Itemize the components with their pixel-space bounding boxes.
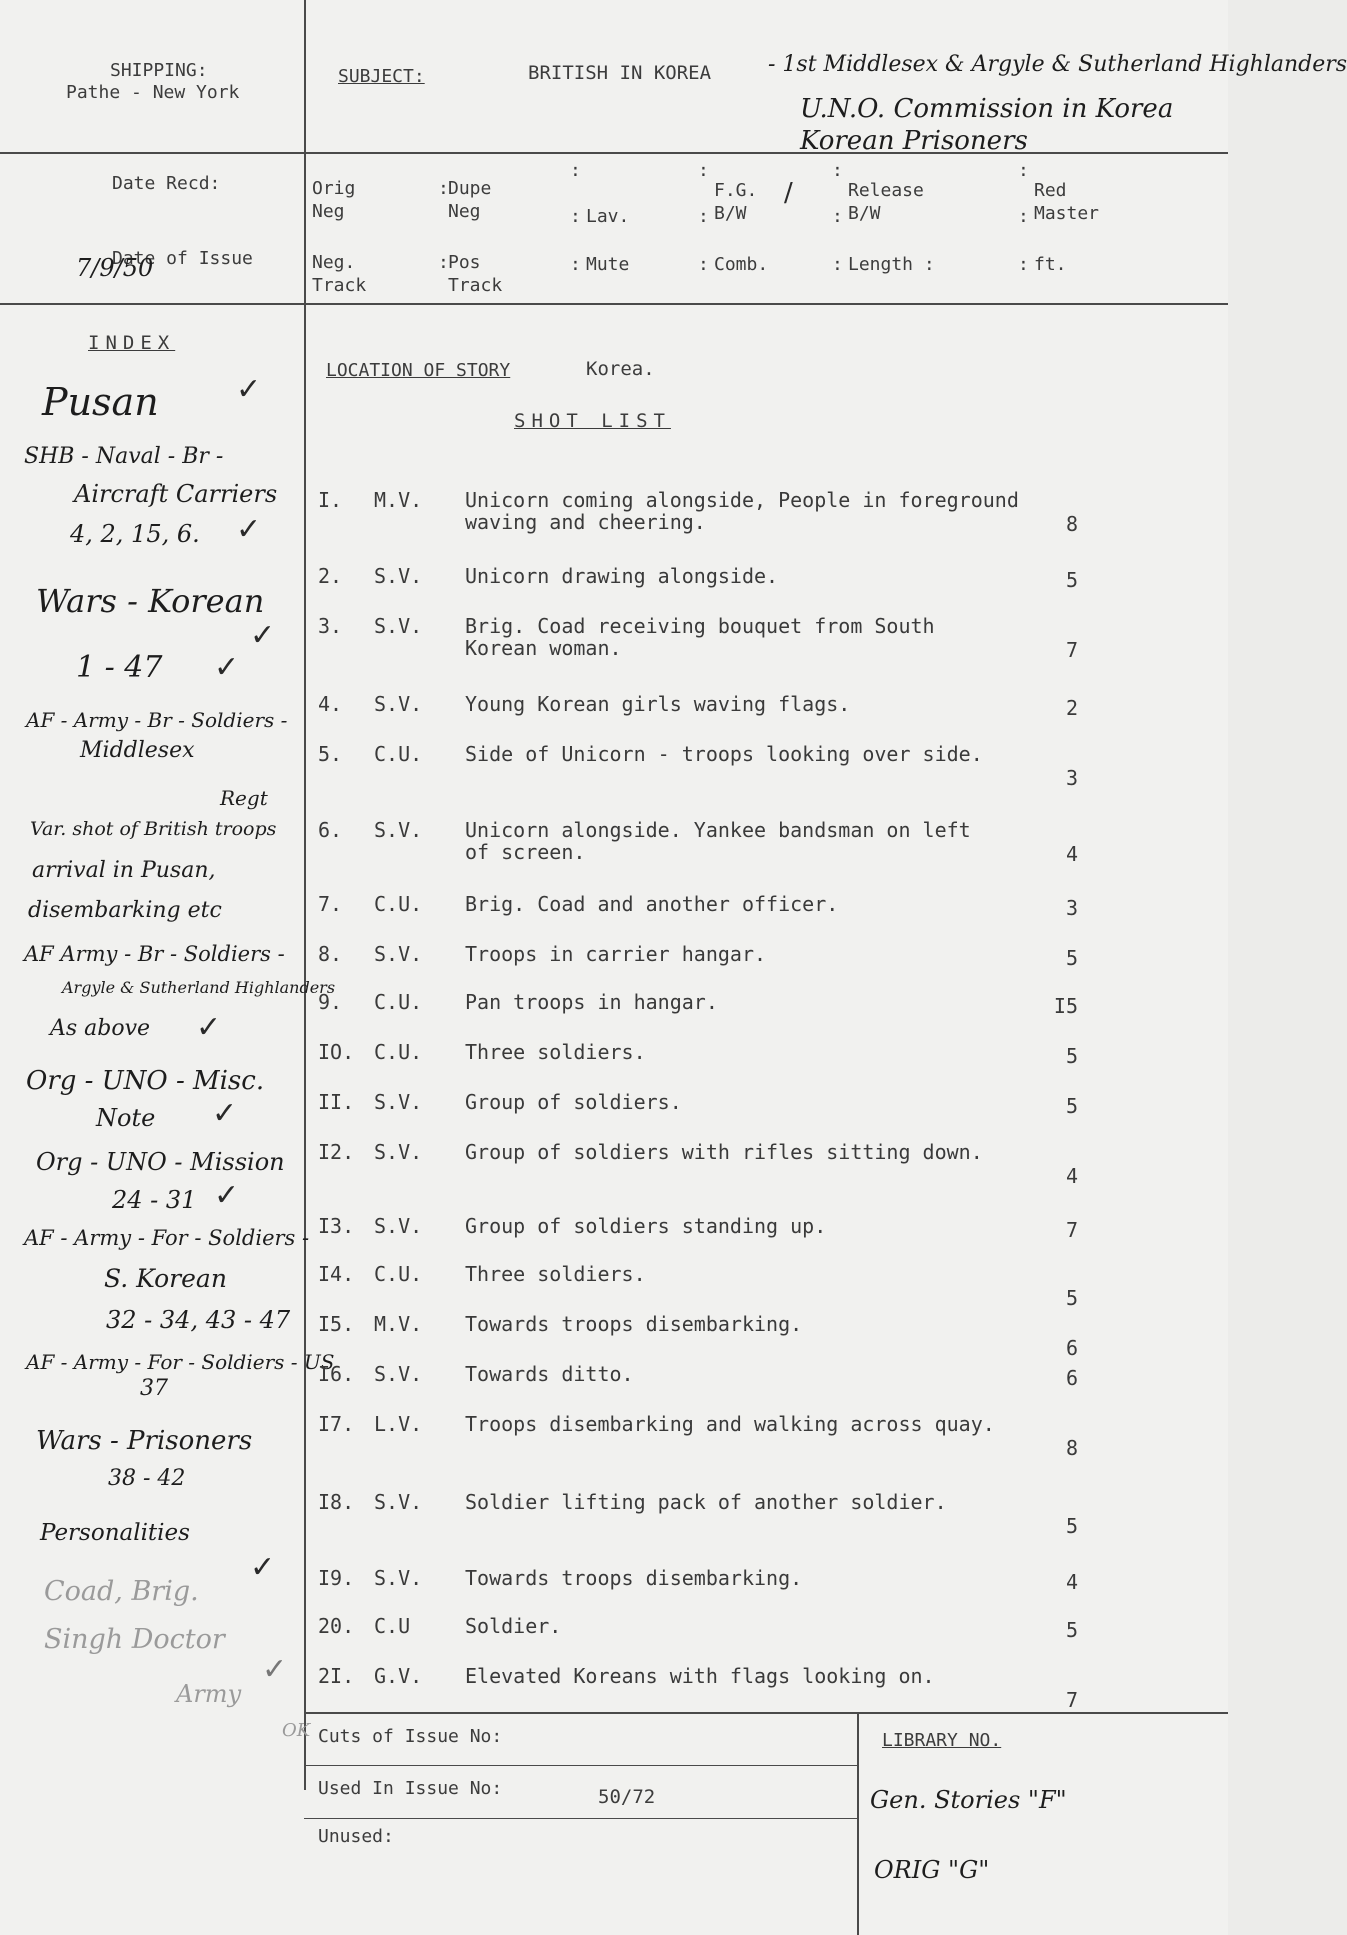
- neg-track-label-2: Track: [312, 275, 367, 296]
- shot-length: I5: [1053, 994, 1078, 1018]
- shot-length: 5: [1065, 1044, 1078, 1068]
- index-entry: Var. shot of British troops: [30, 818, 277, 840]
- shot-number: I8.: [318, 1490, 355, 1514]
- shot-length: 5: [1065, 1618, 1078, 1642]
- red-label: Red: [1034, 180, 1067, 201]
- shot-description: Young Korean girls waving flags.: [465, 692, 851, 716]
- shot-number: I5.: [318, 1312, 355, 1336]
- shot-type: S.V.: [374, 1566, 423, 1590]
- index-entry: 4, 2, 15, 6.: [70, 520, 200, 548]
- footer-top-rule: [304, 1712, 1228, 1714]
- index-entry-pencil: Coad, Brig.: [44, 1576, 199, 1607]
- subject-handwritten-units: - 1st Middlesex & Argyle & Sutherland Highlanders: [768, 52, 1347, 77]
- shot-number: II.: [318, 1090, 355, 1114]
- shot-number: IO.: [318, 1040, 355, 1064]
- shot-row: [0, 1312, 1228, 1360]
- shot-row: [0, 614, 1228, 662]
- shot-number: I3.: [318, 1214, 355, 1238]
- index-entry: AF Army - Br - Soldiers -: [24, 942, 285, 966]
- shot-row: [0, 564, 1228, 612]
- checkmark-icon: ✓: [236, 372, 262, 407]
- shot-length: 7: [1065, 638, 1078, 662]
- index-entry: 37: [140, 1376, 168, 1401]
- shot-row: [0, 892, 1228, 940]
- ft-label: ft.: [1034, 254, 1067, 275]
- index-entry: 32 - 34, 43 - 47: [106, 1306, 291, 1334]
- index-entry: AF - Army - For - Soldiers - US: [26, 1350, 335, 1374]
- used-in-issue-label: Used In Issue No:: [318, 1778, 503, 1799]
- index-entry: 24 - 31: [112, 1186, 197, 1214]
- checkmark-icon: ✓: [250, 618, 276, 653]
- shot-row: [0, 1664, 1228, 1712]
- shot-row: [0, 1140, 1228, 1188]
- shot-number: I7.: [318, 1412, 355, 1436]
- shot-number: 3.: [318, 614, 343, 638]
- shot-number: 8.: [318, 942, 343, 966]
- shot-length: 8: [1065, 512, 1078, 536]
- shot-number: 2.: [318, 564, 343, 588]
- shot-row: [0, 1566, 1228, 1614]
- index-entry: AF - Army - For - Soldiers -: [24, 1226, 310, 1250]
- index-entry: Org - UNO - Misc.: [26, 1066, 265, 1096]
- shot-number: 2I.: [318, 1664, 355, 1688]
- shot-description: Elevated Koreans with flags looking on.: [465, 1664, 935, 1688]
- dupe-neg-label: Neg: [448, 201, 481, 222]
- subject-title: BRITISH IN KOREA: [528, 62, 712, 84]
- shot-number: I6.: [318, 1362, 355, 1386]
- index-entry: Org - UNO - Mission: [36, 1148, 285, 1176]
- shot-number: 5.: [318, 742, 343, 766]
- length-label: Length :: [848, 254, 935, 275]
- shot-type: L.V.: [374, 1412, 423, 1436]
- shot-length: 4: [1065, 1164, 1078, 1188]
- subject-handwritten-commission: U.N.O. Commission in Korea: [800, 94, 1174, 124]
- checkmark-icon: ✓: [214, 1178, 240, 1213]
- comb-label: Comb.: [714, 254, 769, 275]
- document-page: SHIPPING: Pathe - New York SUBJECT: BRITISH IN KOREA - 1st Middlesex & Argyle & Sutherland Highlanders U.N.O. Commission in Korea Korean Prisoners Date Recd: Orig Neg Dupe Neg Lav. F.G. B/W / Release B/W Red Master Date of Issue 7/9/50 Neg. Track Pos Track Mute Comb. Length : ft. : : : : : : : : : : : : : : INDEX Pusan ✓ SHB - Naval - Br - Aircraft Carriers 4, 2, 15, 6. ✓ Wars - Korean ✓ 1 - 47 ✓ AF - Army - Br - Soldiers - Middlesex Regt Var. shot of British troops arrival in Pusan, disembarking etc AF Army - Br - Soldiers - Argyle & Sutherland Highlanders As above ✓ Org - UNO - Misc. Note ✓ Org - UNO - Mission 24 - 31 ✓ AF - Army - For - Soldiers - S. Korean 32 - 34, 43 - 47 AF - Army - For - Soldiers - US 37 Wars - Prisoners 38 - 42 Personalities ✓ Coad, Brig. Singh Doctor ✓ Army OK LOCATION OF STORY Korea. SHOT LIST I. M.V. Unicorn coming alongside, People in foreground waving and cheering. 8 2. S.V. Unicorn drawing alongside. 5 3. S.V. Brig. Coad receiving bouquet from South Korean woman. 7 4. S.V. Young Korean girls waving flags. 2 5. C.U. Side of Unicorn - troops looking over side. 3 6. S.V. Unicorn alongside. Yankee bandsman on left of screen. 4 7. C.U. Brig. Coad and another officer. 3 8. S.V. Troops in carrier hangar. 5 9. C.U. Pan troops in hangar. I5 IO. C.U. Three soldiers. 5 II. S.V. Group of soldiers. 5 I2. S.V. Group of soldiers with rifles sitting down. 4 I3. S.V. Group of soldiers standing up. 7 I4. C.U. Three soldiers. 5 I5. M.V. Towards troops disembarking. 6 I6. S.V. Towards ditto. 6 I7. L.V. Troops disembarking and walking across quay. 8 I8. S.V. Soldier lifting pack of another soldier. 5 I9. S.V. Towards troops disembarking. 4 20. C.U Soldier. 5 2I. G.V. Elevated Koreans with flags looking on. 7 Cuts of Issue No: Used In Issue No: 50/72 Unused: LIBRARY NO. Gen. Stories "F" ORIG "G": [0, 0, 1228, 1935]
- shot-type: S.V.: [374, 1214, 423, 1238]
- shot-row: [0, 1262, 1228, 1310]
- shot-description: Group of soldiers.: [465, 1090, 682, 1114]
- index-entry: disembarking etc: [28, 898, 222, 923]
- pos-label: Pos: [448, 252, 481, 273]
- library-no-handwritten-1: Gen. Stories "F": [870, 1786, 1067, 1814]
- shot-type: G.V.: [374, 1664, 423, 1688]
- shot-length: 4: [1065, 1570, 1078, 1594]
- shot-number: 9.: [318, 990, 343, 1014]
- checkmark-icon: ✓: [262, 1652, 288, 1687]
- shot-type: S.V.: [374, 1490, 423, 1514]
- header-rule-1: [0, 152, 1228, 154]
- shot-row: [0, 1362, 1228, 1410]
- shot-description: Group of soldiers standing up.: [465, 1214, 827, 1238]
- library-no-handwritten-2: ORIG "G": [874, 1856, 990, 1884]
- shot-description: Unicorn alongside. Yankee bandsman on left: [465, 818, 971, 842]
- shot-number: I.: [318, 488, 343, 512]
- index-entry: Wars - Korean: [36, 582, 265, 620]
- shot-length: 5: [1065, 1094, 1078, 1118]
- shot-description: Soldier lifting pack of another soldier.: [465, 1490, 947, 1514]
- dupe-label: Dupe: [448, 178, 492, 199]
- shot-number: 6.: [318, 818, 343, 842]
- shot-number: I4.: [318, 1262, 355, 1286]
- shot-row: [0, 1214, 1228, 1262]
- index-entry: 38 - 42: [108, 1466, 186, 1491]
- shot-description-cont: waving and cheering.: [465, 510, 706, 534]
- shot-type: S.V.: [374, 1090, 423, 1114]
- shot-length: 3: [1065, 896, 1078, 920]
- shot-row: [0, 990, 1228, 1038]
- checkmark-icon: ✓: [214, 650, 240, 685]
- index-entry: Middlesex: [80, 738, 195, 763]
- shot-type: C.U.: [374, 1262, 423, 1286]
- shot-row: [0, 488, 1228, 536]
- shot-type: S.V.: [374, 1362, 423, 1386]
- shot-description: Towards troops disembarking.: [465, 1566, 803, 1590]
- fg-bw-label: B/W: [714, 203, 747, 224]
- location-value: Korea.: [586, 358, 655, 380]
- shot-list-title: SHOT LIST: [514, 410, 671, 432]
- shot-length: 6: [1065, 1366, 1078, 1390]
- shot-type: C.U.: [374, 892, 423, 916]
- index-entry: Personalities: [40, 1520, 190, 1546]
- shot-row: [0, 1090, 1228, 1138]
- shot-description: Troops disembarking and walking across quay.: [465, 1412, 995, 1436]
- orig-label: Orig: [312, 178, 356, 199]
- shot-type: C.U.: [374, 990, 423, 1014]
- subject-handwritten-prisoners: Korean Prisoners: [800, 126, 1028, 156]
- shot-row: [0, 692, 1228, 740]
- unused-label: Unused:: [318, 1826, 394, 1847]
- header-rule-2: [0, 303, 1228, 305]
- shot-length: 5: [1065, 946, 1078, 970]
- master-label: Master: [1034, 203, 1100, 224]
- library-no-label: LIBRARY NO.: [882, 1730, 1002, 1751]
- neg-label: Neg: [312, 201, 345, 222]
- footer-divider: [857, 1712, 859, 1935]
- shot-number: I9.: [318, 1566, 355, 1590]
- shot-type: M.V.: [374, 1312, 423, 1336]
- shot-description: Soldier.: [465, 1614, 562, 1638]
- checkmark-icon: ✓: [212, 1096, 238, 1131]
- shot-description: Group of soldiers with rifles sitting down.: [465, 1140, 983, 1164]
- shot-length: 4: [1065, 842, 1078, 866]
- index-entry: Pusan: [42, 380, 159, 424]
- subject-label: SUBJECT:: [338, 66, 425, 87]
- used-in-issue-value: 50/72: [598, 1786, 656, 1808]
- pos-track-label: Track: [448, 275, 503, 296]
- shot-length: 5: [1065, 1514, 1078, 1538]
- index-entry: Regt: [220, 786, 268, 810]
- shot-number: I2.: [318, 1140, 355, 1164]
- shot-description: Three soldiers.: [465, 1262, 646, 1286]
- shot-row: [0, 942, 1228, 990]
- shot-length: 7: [1065, 1218, 1078, 1242]
- checkmark-icon: ✓: [196, 1010, 222, 1045]
- shot-type: M.V.: [374, 488, 423, 512]
- shot-description: Unicorn drawing alongside.: [465, 564, 779, 588]
- footer-rule-a: [304, 1765, 858, 1766]
- index-entry: AF - Army - Br - Soldiers -: [26, 708, 288, 732]
- shot-description: Pan troops in hangar.: [465, 990, 718, 1014]
- release-label: Release: [848, 180, 924, 201]
- date-recd-label: Date Recd:: [112, 173, 221, 194]
- shot-type: S.V.: [374, 692, 423, 716]
- shot-type: S.V.: [374, 818, 423, 842]
- cuts-of-issue-label: Cuts of Issue No:: [318, 1726, 503, 1747]
- index-title: INDEX: [88, 332, 176, 354]
- shot-type: S.V.: [374, 942, 423, 966]
- shot-type: S.V.: [374, 1140, 423, 1164]
- footer-rule-b: [304, 1818, 858, 1819]
- index-entry-pencil: Army: [176, 1680, 242, 1708]
- release-bw-label: B/W: [848, 203, 881, 224]
- index-entry: arrival in Pusan,: [32, 858, 216, 883]
- shot-number: 20.: [318, 1614, 355, 1638]
- shot-number: 7.: [318, 892, 343, 916]
- index-entry-pencil: OK: [282, 1720, 311, 1741]
- shot-row: [0, 1040, 1228, 1088]
- shipper-name: Pathe - New York: [66, 82, 240, 103]
- index-entry: Note: [96, 1104, 156, 1132]
- shot-number: 4.: [318, 692, 343, 716]
- shot-length: 5: [1065, 1286, 1078, 1310]
- shot-description: Brig. Coad receiving bouquet from South: [465, 614, 935, 638]
- date-of-issue-label: Date of Issue: [112, 248, 253, 269]
- shot-description: Towards ditto.: [465, 1362, 634, 1386]
- index-entry: As above: [50, 1016, 151, 1041]
- lav-label: Lav.: [586, 206, 630, 227]
- shot-description: Side of Unicorn - troops looking over side.: [465, 742, 983, 766]
- index-entry: Aircraft Carriers: [74, 480, 278, 508]
- shot-type: C.U.: [374, 1040, 423, 1064]
- fg-label: F.G.: [714, 180, 758, 201]
- shot-length: 7: [1065, 1688, 1078, 1712]
- shot-description: Brig. Coad and another officer.: [465, 892, 839, 916]
- index-entry: Wars - Prisoners: [36, 1426, 253, 1456]
- shot-type: S.V.: [374, 564, 423, 588]
- checkmark-icon: ✓: [236, 512, 262, 547]
- index-entry: SHB - Naval - Br -: [24, 444, 224, 469]
- index-entry-pencil: Singh Doctor: [44, 1624, 225, 1655]
- shot-description-cont: of screen.: [465, 840, 586, 864]
- shot-description-cont: Korean woman.: [465, 636, 622, 660]
- checkmark-icon: /: [784, 178, 793, 208]
- shot-row: [0, 818, 1228, 866]
- shot-type: S.V.: [374, 614, 423, 638]
- shot-length: 8: [1065, 1436, 1078, 1460]
- shot-description: Towards troops disembarking.: [465, 1312, 803, 1336]
- shot-row: [0, 742, 1228, 790]
- index-entry: 1 - 47: [76, 650, 163, 685]
- shot-description: Unicorn coming alongside, People in foreground: [465, 488, 1019, 512]
- shot-row: [0, 1412, 1228, 1460]
- mute-label: Mute: [586, 254, 630, 275]
- shot-description: Troops in carrier hangar.: [465, 942, 767, 966]
- checkmark-icon: ✓: [250, 1550, 276, 1585]
- index-entry: S. Korean: [104, 1264, 227, 1293]
- shot-description: Three soldiers.: [465, 1040, 646, 1064]
- location-label: LOCATION OF STORY: [326, 360, 511, 381]
- shot-length: 6: [1065, 1336, 1078, 1360]
- shot-length: 3: [1065, 766, 1078, 790]
- shipping-label: SHIPPING:: [110, 60, 208, 81]
- shot-length: 5: [1065, 568, 1078, 592]
- shot-type: C.U: [374, 1614, 411, 1638]
- neg-track-label-1: Neg.: [312, 252, 356, 273]
- shot-row: [0, 1490, 1228, 1538]
- shot-length: 2: [1065, 696, 1078, 720]
- index-entry: Argyle & Sutherland Highlanders: [62, 978, 336, 997]
- shot-row: [0, 1614, 1228, 1662]
- shot-type: C.U.: [374, 742, 423, 766]
- date-of-issue-handwritten: 7/9/50: [76, 254, 154, 282]
